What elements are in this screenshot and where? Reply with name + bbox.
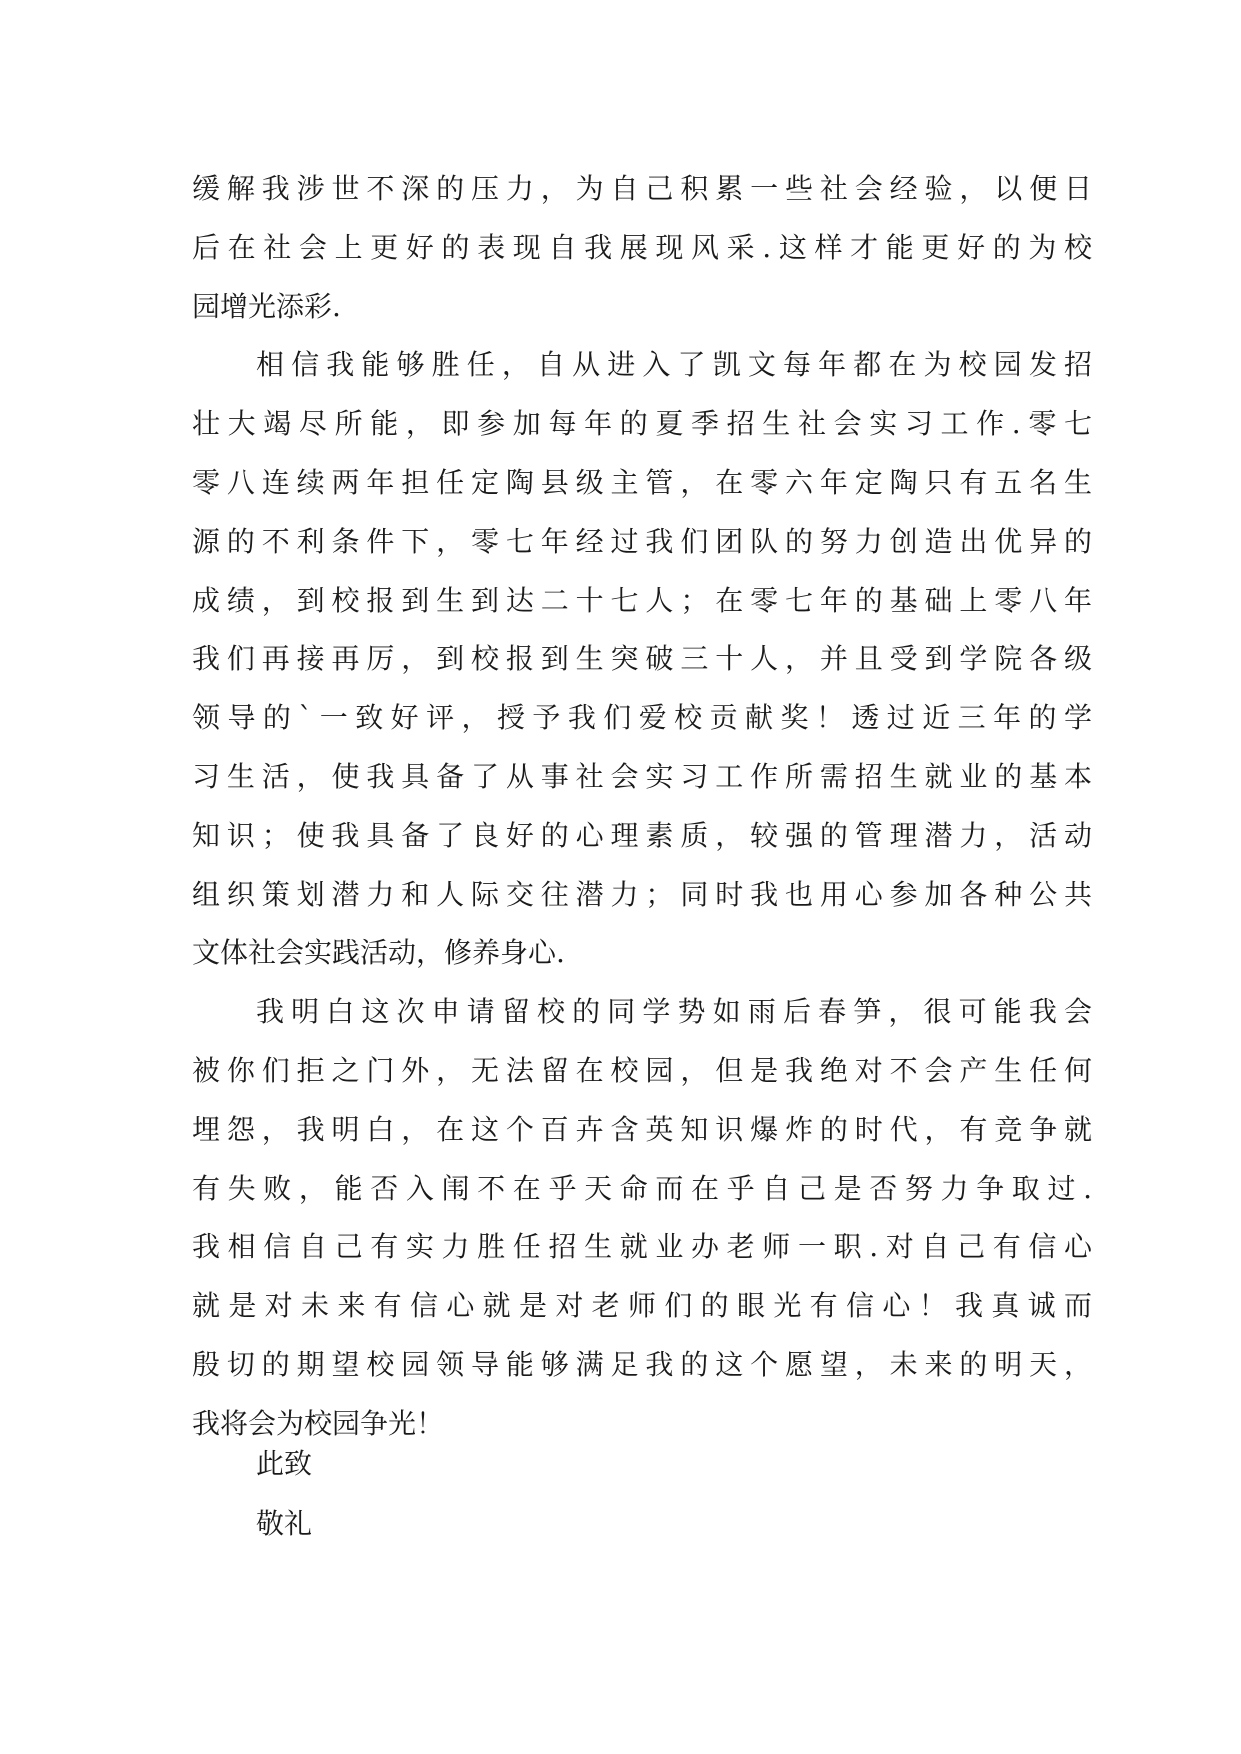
paragraph-3-line-1: 我明白这次申请留校的同学势如雨后春笋，很可能我会	[256, 995, 1092, 1029]
paragraph-2-line-10: 组织策划潜力和人际交往潜力；同时我也用心参加各种公共	[192, 877, 1092, 911]
paragraph-2-line-2: 壮大竭尽所能，即参加每年的夏季招生社会实习工作.零七	[192, 407, 1092, 441]
paragraph-3-line-7: 殷切的期望校园领导能够满足我的这个愿望，未来的明天，	[192, 1347, 1092, 1381]
paragraph-1-line-3: 园增光添彩.	[192, 289, 341, 323]
paragraph-3-line-6: 就是对未来有信心就是对老师们的眼光有信心！我真诚而	[192, 1289, 1092, 1323]
paragraph-2-line-7: 领导的`一致好评，授予我们爱校贡献奖！透过近三年的学	[192, 701, 1092, 735]
closing-regards: 敬礼	[256, 1507, 313, 1540]
paragraph-2-line-9: 知识；使我具备了良好的心理素质，较强的管理潜力，活动	[192, 818, 1092, 852]
paragraph-3-line-8: 我将会为校园争光！	[192, 1406, 445, 1440]
closing-salutation: 此致	[256, 1447, 313, 1480]
paragraph-2-line-6: 我们再接再厉，到校报到生突破三十人，并且受到学院各级	[192, 642, 1092, 676]
paragraph-1-line-1: 缓解我涉世不深的压力，为自己积累一些社会经验，以便日	[192, 172, 1092, 205]
paragraph-2-line-4: 源的不利条件下，零七年经过我们团队的努力创造出优异的	[192, 524, 1092, 558]
paragraph-2-line-5: 成绩，到校报到生到达二十七人；在零七年的基础上零八年	[192, 583, 1092, 617]
letter-body	[192, 160, 1092, 1454]
paragraph-1-line-2: 后在社会上更好的表现自我展现风采.这样才能更好的为校	[192, 230, 1092, 264]
paragraph-2-line-3: 零八连续两年担任定陶县级主管，在零六年定陶只有五名生	[192, 465, 1092, 499]
paragraph-3-line-4: 有失败，能否入闱不在乎天命而在乎自己是否努力争取过.	[192, 1171, 1092, 1205]
paragraph-2-line-11: 文体社会实践活动，修养身心.	[192, 936, 565, 970]
paragraph-3-line-5: 我相信自己有实力胜任招生就业办老师一职.对自己有信心	[192, 1230, 1092, 1264]
paragraph-3-line-2: 被你们拒之门外，无法留在校园，但是我绝对不会产生任何	[192, 1053, 1092, 1087]
paragraph-2-line-1: 相信我能够胜任，自从进入了凯文每年都在为校园发招	[256, 348, 1092, 382]
paragraph-2-line-8: 习生活，使我具备了从事社会实习工作所需招生就业的基本	[192, 759, 1092, 793]
paragraph-3-line-3: 埋怨，我明白，在这个百卉含英知识爆炸的时代，有竞争就	[192, 1112, 1092, 1146]
